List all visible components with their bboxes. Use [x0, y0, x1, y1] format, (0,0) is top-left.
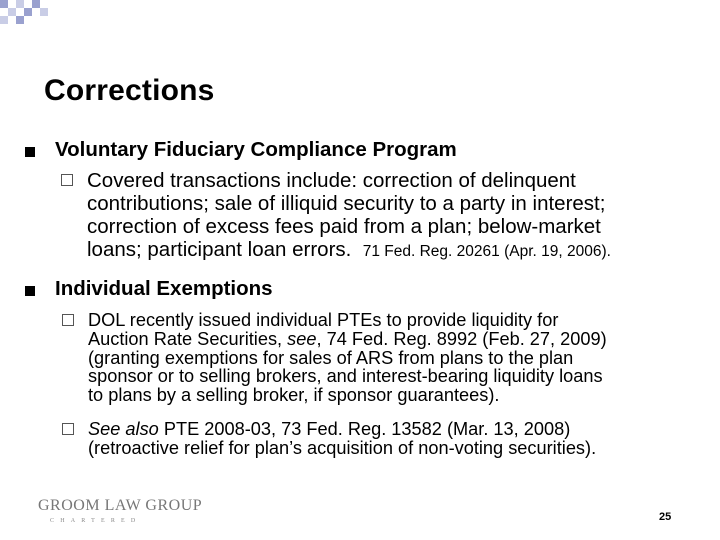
checkbox-outline-icon	[62, 423, 74, 435]
text-line: contributions; sale of illiquid security to a party in interest;	[87, 192, 606, 215]
citation: 71 Fed. Reg. 20261 (Apr. 19, 2006).	[362, 243, 611, 260]
vfcp-description	[87, 169, 611, 263]
text-line	[88, 420, 596, 439]
logo-text: GROOM LAW GROUP	[38, 497, 203, 514]
bullet-heading-vfcp: Voluntary Fiduciary Compliance Program	[55, 138, 457, 161]
text-segment: loans; participant loan errors.	[87, 238, 363, 261]
bullet-square-icon	[25, 147, 35, 157]
text-line: DOL recently issued individual PTEs to provide liquidity for	[88, 310, 559, 330]
pte-2008-03-description	[88, 420, 596, 458]
corner-square	[16, 16, 24, 24]
corner-square	[32, 0, 40, 8]
text-segment: PTE 2008-03, 73 Fed. Reg. 13582 (Mar. 13, 2008)	[158, 419, 571, 439]
text-segment: , 74 Fed. Reg. 8992 (Feb. 27, 2009)	[316, 328, 607, 349]
text-line: to plans by a selling broker, if sponsor guarantees).	[88, 385, 500, 406]
corner-square	[40, 8, 48, 16]
corner-square	[24, 8, 32, 16]
slide-title: Corrections	[44, 74, 215, 107]
text-line: sponsor or to selling brokers, and interest-bearing liquidity loans	[88, 366, 603, 387]
text-segment: Auction Rate Securities,	[88, 328, 288, 349]
text-line: (granting exemptions for sales of ARS from plans to the plan	[88, 347, 574, 368]
corner-square	[8, 8, 16, 16]
bullet-square-icon	[25, 286, 35, 296]
checkbox-outline-icon	[61, 174, 73, 186]
text-line: correction of excess fees paid from a plan; below-market	[87, 215, 601, 238]
pte-description	[88, 311, 607, 405]
corner-square	[16, 0, 24, 8]
text-line: Covered transactions include: correction of delinquent	[87, 169, 576, 192]
corner-square	[0, 0, 8, 8]
corner-decoration	[0, 0, 80, 28]
bullet-heading-individual-exemptions: Individual Exemptions	[55, 277, 273, 300]
corner-square	[0, 16, 8, 24]
italic-see: see	[287, 328, 317, 349]
italic-see-also: See also	[88, 419, 159, 439]
groom-law-group-logo	[38, 497, 202, 524]
checkbox-outline-icon	[62, 314, 74, 326]
logo-subtext: CHARTERED	[50, 518, 142, 524]
text-line	[88, 330, 607, 349]
page-number: 25	[659, 511, 672, 523]
text-line: (retroactive relief for plan’s acquisition of non-voting securities).	[88, 437, 597, 458]
text-line	[87, 238, 611, 263]
